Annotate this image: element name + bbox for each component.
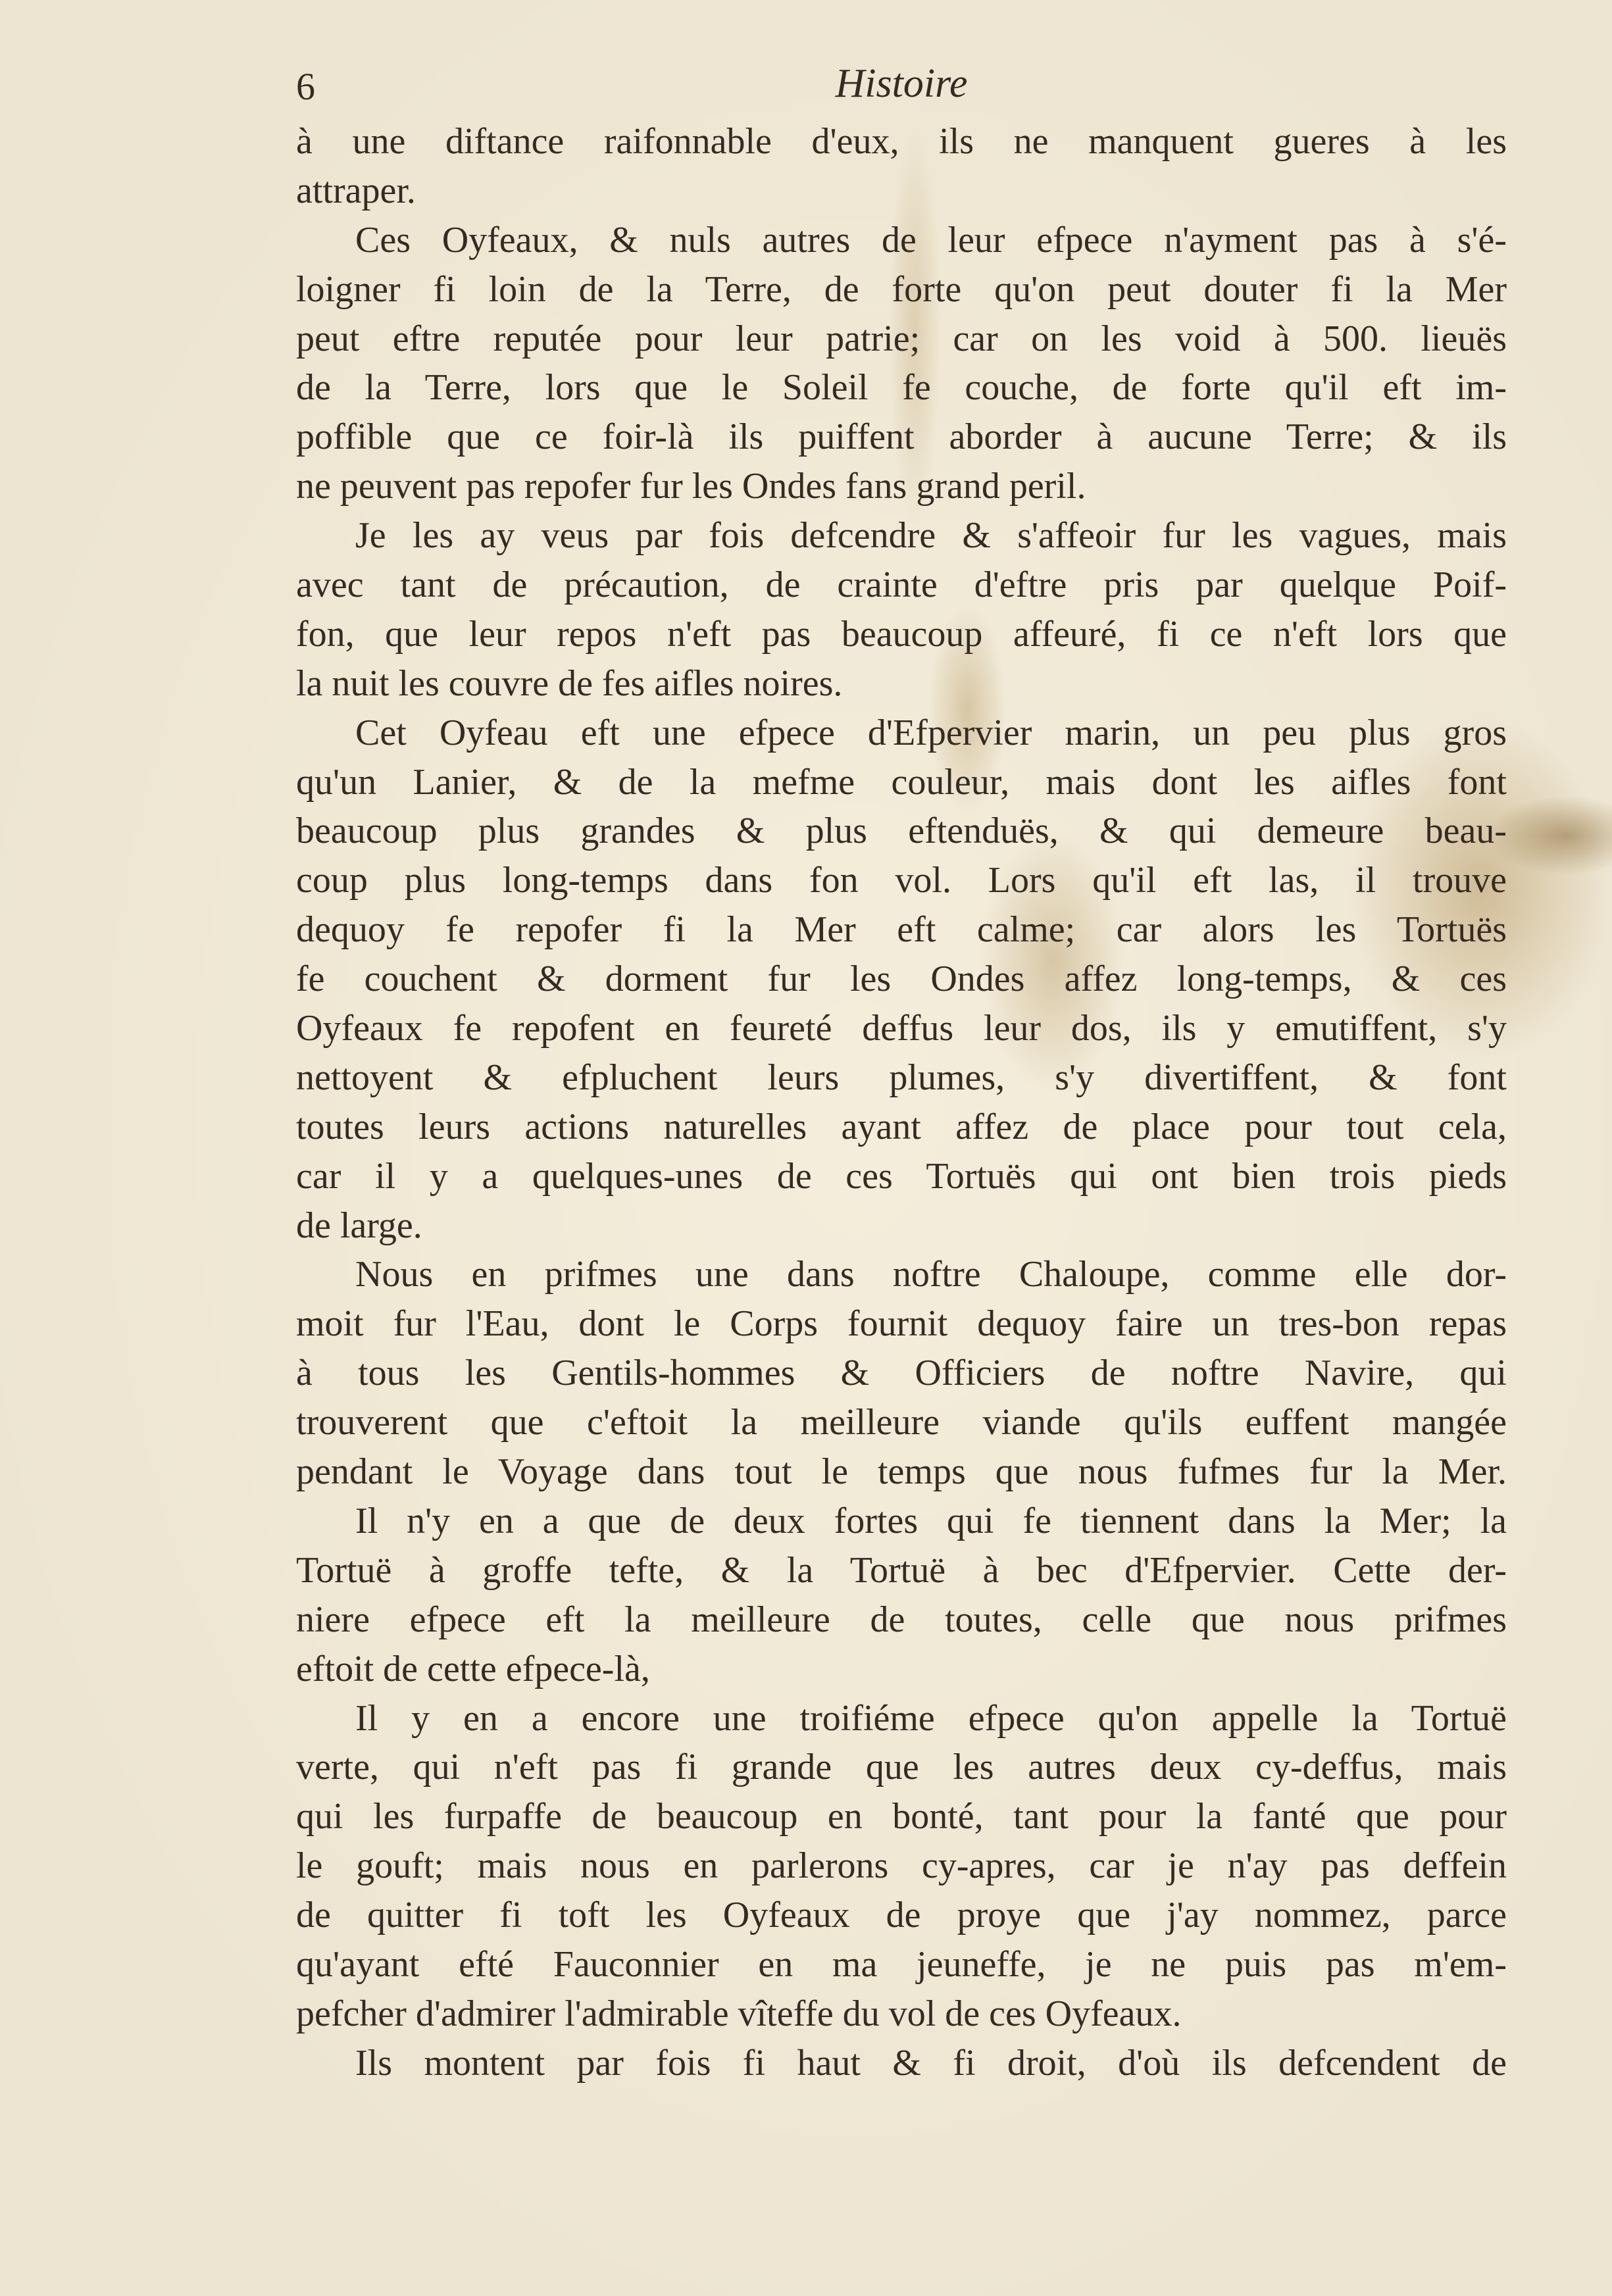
- body-text: [296, 117, 1507, 2088]
- text-line: nettoyent & efpluchent leurs plumes, s'y divertiffent, & font: [296, 1057, 1507, 1098]
- text-line: pendant le Voyage dans tout le temps que nous fufmes fur la Mer.: [296, 1451, 1507, 1493]
- text-line: ne peuvent pas repofer fur les Ondes fans grand peril.: [296, 466, 1086, 507]
- text-line: Il y en a encore une troifiéme efpece qu'on appelle la Tortuë: [355, 1697, 1507, 1739]
- text-line: Oyfeaux fe repofent en feureté deffus leur dos, ils y emutiffent, s'y: [296, 1008, 1507, 1049]
- text-line: à tous les Gentils-hommes & Officiers de noftre Navire, qui: [296, 1353, 1507, 1394]
- text-line: Nous en prifmes une dans noftre Chaloupe, comme elle dor-: [355, 1254, 1507, 1295]
- text-line: verte, qui n'eft pas fi grande que les autres deux cy-deffus, mais: [296, 1747, 1507, 1788]
- text-line: qui les furpaffe de beaucoup en bonté, tant pour la fanté que pour: [296, 1796, 1507, 1837]
- page-header: [296, 61, 1507, 111]
- text-line: à une diftance raifonnable d'eux, ils ne manquent gueres à les: [296, 121, 1507, 162]
- page-number: 6: [296, 65, 315, 108]
- text-line: dequoy fe repofer fi la Mer eft calme; car alors les Tortuës: [296, 909, 1507, 951]
- text-line: moit fur l'Eau, dont le Corps fournit dequoy faire un tres-bon repas: [296, 1303, 1507, 1345]
- text-line: la nuit les couvre de fes aifles noires.: [296, 662, 843, 704]
- text-line: loigner fi loin de la Terre, de forte qu'on peut douter fi la Mer: [296, 268, 1507, 310]
- text-line: Cet Oyfeau eft une efpece d'Efpervier marin, un peu plus gros: [355, 712, 1507, 753]
- text-line: Ils montent par fois fi haut & fi droit, d'où ils defcendent de: [355, 2042, 1507, 2084]
- text-line: qu'ayant efté Fauconnier en ma jeuneffe, je ne puis pas m'em-: [296, 1943, 1507, 1985]
- text-line: Ces Oyfeaux, & nuls autres de leur efpece n'ayment pas à s'é-: [355, 219, 1507, 261]
- text-line: beaucoup plus grandes & plus eftenduës, & qui demeure beau-: [296, 811, 1507, 852]
- text-line: Je les ay veus par fois defcendre & s'affeoir fur les vagues, mais: [355, 515, 1507, 557]
- text-line: fon, que leur repos n'eft pas beaucoup affeuré, fi ce n'eft lors que: [296, 613, 1507, 655]
- text-line: Tortuë à groffe tefte, & la Tortuë à bec d'Efpervier. Cette der-: [296, 1549, 1507, 1591]
- text-line: niere efpece eft la meilleure de toutes, celle que nous prifmes: [296, 1599, 1507, 1640]
- text-line: de quitter fi toft les Oyfeaux de proye que j'ay nommez, parce: [296, 1895, 1507, 1936]
- text-line: car il y a quelques-unes de ces Tortuës qui ont bien trois pieds: [296, 1155, 1507, 1197]
- text-line: qu'un Lanier, & de la mefme couleur, mais dont les aifles font: [296, 761, 1507, 803]
- text-line: fe couchent & dorment fur les Ondes affez long-temps, & ces: [296, 959, 1507, 1000]
- text-line: poffible que ce foir-là ils puiffent aborder à aucune Terre; & ils: [296, 416, 1507, 458]
- text-line: trouverent que c'eftoit la meilleure viande qu'ils euffent mangée: [296, 1402, 1507, 1443]
- text-line: avec tant de précaution, de crainte d'eftre pris par quelque Poif-: [296, 564, 1507, 606]
- text-line: peut eftre reputée pour leur patrie; car on les void à 500. lieuës: [296, 318, 1507, 359]
- text-line: le gouft; mais nous en parlerons cy-apres, car je n'ay pas deffein: [296, 1845, 1507, 1887]
- text-line: coup plus long-temps dans fon vol. Lors qu'il eft las, il trouve: [296, 860, 1507, 901]
- text-line: de la Terre, lors que le Soleil fe couche, de forte qu'il eft im-: [296, 367, 1507, 409]
- text-line: attraper.: [296, 170, 416, 211]
- text-line: toutes leurs actions naturelles ayant affez de place pour tout cela,: [296, 1106, 1507, 1147]
- text-line: de large.: [296, 1205, 422, 1246]
- text-line: eftoit de cette efpece-là,: [296, 1648, 650, 1689]
- text-line: Il n'y en a que de deux fortes qui fe tiennent dans la Mer; la: [355, 1500, 1507, 1541]
- text-line: pefcher d'admirer l'admirable vîteffe du vol de ces Oyfeaux.: [296, 1993, 1182, 2034]
- running-title: Histoire: [835, 61, 968, 106]
